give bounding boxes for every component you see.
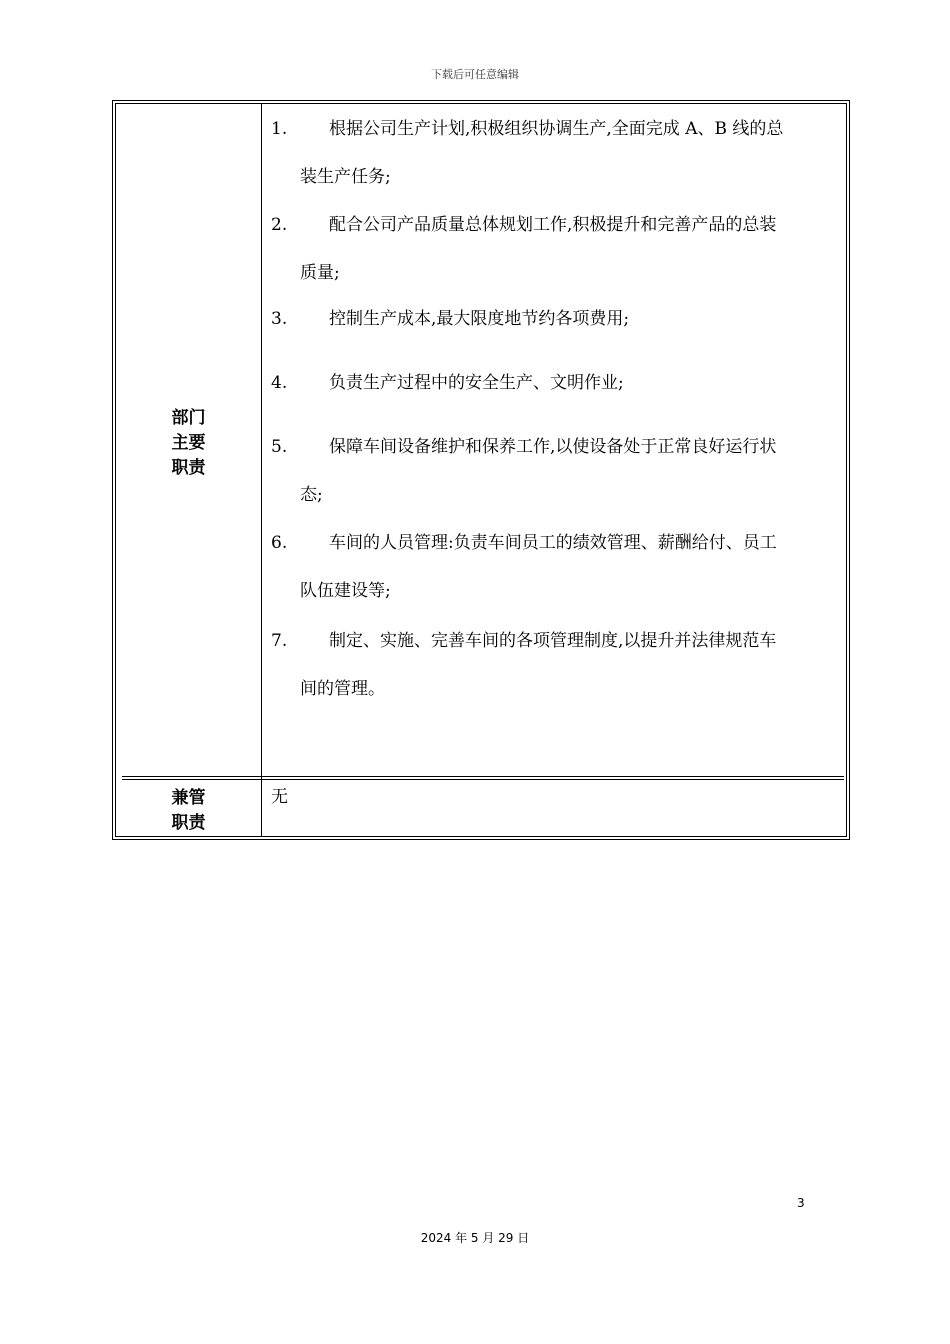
- column-divider: [261, 104, 262, 836]
- main-duties-label: [116, 406, 261, 481]
- duty-number: 4.: [271, 373, 288, 393]
- main-duties-label-line: 职责: [171, 458, 206, 478]
- duty-text: 车间的人员管理:负责车间员工的绩效管理、薪酬给付、员工: [329, 533, 777, 553]
- duty-number: 6.: [271, 533, 288, 553]
- page-number: 3: [797, 1196, 805, 1210]
- duty-text: 根据公司生产计划,积极组织协调生产,全面完成 A、B 线的总: [329, 119, 784, 139]
- duty-text-continued: 态;: [300, 485, 323, 505]
- duty-text: 配合公司产品质量总体规划工作,积极提升和完善产品的总装: [329, 215, 777, 235]
- duty-text-continued: 队伍建设等;: [300, 581, 391, 601]
- duty-text: 制定、实施、完善车间的各项管理制度,以提升并法律规范车: [329, 631, 777, 651]
- part-time-duties-label-line: 兼管: [171, 788, 206, 808]
- page-header: 下载后可任意编辑: [431, 68, 519, 81]
- duty-number: 5.: [271, 437, 288, 457]
- duty-item: [271, 214, 843, 284]
- duty-text: 控制生产成本,最大限度地节约各项费用;: [329, 309, 630, 329]
- duty-text-continued: 装生产任务;: [300, 167, 391, 187]
- responsibilities-table: [112, 100, 850, 840]
- part-time-duties-value: 无: [271, 787, 288, 807]
- duty-number: 1.: [271, 119, 288, 139]
- duty-number: 7.: [271, 631, 288, 651]
- duty-text: 负责生产过程中的安全生产、文明作业;: [329, 373, 624, 393]
- main-duties-label-line: 主要: [171, 433, 206, 453]
- part-time-duties-label: [116, 786, 261, 836]
- duty-text-continued: 质量;: [300, 263, 340, 283]
- duty-number: 3.: [271, 309, 288, 329]
- part-time-duties-label-line: 职责: [171, 813, 206, 833]
- duty-item: [271, 118, 843, 188]
- main-duties-label-line: 部门: [171, 408, 206, 428]
- duty-number: 2.: [271, 215, 288, 235]
- duty-item: [271, 372, 843, 394]
- duty-item: [271, 436, 843, 506]
- row-divider: [122, 776, 844, 780]
- duty-text-continued: 间的管理。: [300, 679, 385, 699]
- footer-date: 2024 年 5 月 29 日: [420, 1231, 530, 1245]
- duty-item: [271, 532, 843, 602]
- duty-text: 保障车间设备维护和保养工作,以使设备处于正常良好运行状: [329, 437, 777, 457]
- duty-item: [271, 308, 843, 330]
- duty-item: [271, 630, 843, 700]
